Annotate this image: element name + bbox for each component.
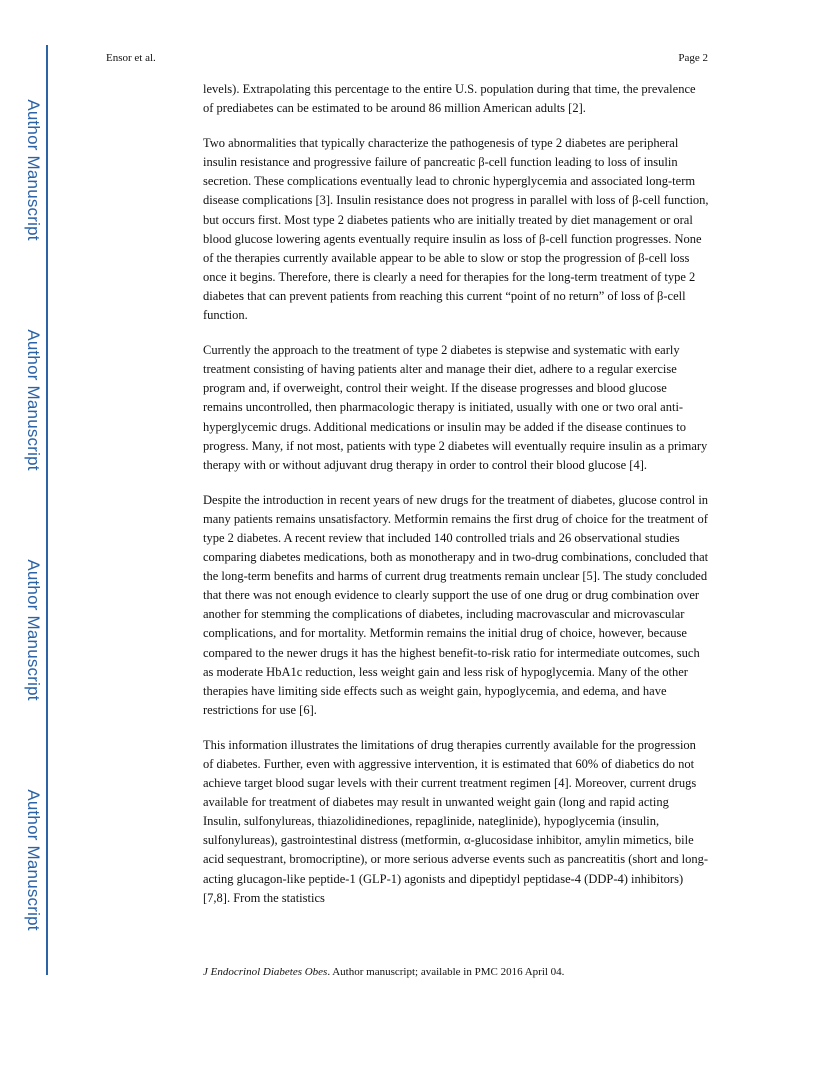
page-number: Page 2 (678, 52, 708, 64)
margin-divider-line (46, 45, 48, 975)
author-manuscript-margin: Author Manuscript Author Manuscript Author Manuscript Author Manuscript (0, 45, 50, 975)
paragraph: levels). Extrapolating this percentage to the entire U.S. population during that time, the prevalence of prediabetes can be estimated to be around 86 million American adults [2]. (203, 82, 696, 116)
paragraph: This information illustrates the limitations of drug therapies currently available for the progression of diabetes. Further, even with aggressive intervention, it is estimated that 60% of diabetics do not achieve target blood sugar levels with their current treatment regimen [4]. Moreover, current drugs available for treatment of diabetes may result in unwanted weight gain (long and rapid acting Insulin, sulfonylureas, thiazolidinediones, repaglinide, nateglinide), hypoglycemia (insulin, sulfonylureas), gastrointestinal distress (metformin, α-glucosidase inhibitor, amylin mimetics, bile acid sequestrant, bromocriptine), or more serious adverse events such as pancreatitis (short and long-acting glucagon-like peptide-1 (GLP-1) agonists and dipeptidyl peptidase-4 (DDP-4) inhibitors) [7,8]. From the statistics (203, 737, 709, 905)
page-footer (203, 966, 564, 978)
paragraph: Currently the approach to the treatment of type 2 diabetes is stepwise and systematic with early treatment consisting of having patients alter and manage their diet, adhere to a regular exercise program and, if overweight, control their weight. If the disease progresses and blood glucose remains uncontrolled, then pharmacologic therapy is initiated, usually with one or two oral anti-hyperglycemic drugs. Additional medications or insulin may be added if the disease continues to progress. Many, if not most, patients with type 2 diabetes will eventually require insulin as a primary therapy with or without adjuvant drug therapy in order to control their blood glucose [4]. (203, 343, 708, 472)
paragraph: Despite the introduction in recent years of new drugs for the treatment of diabetes, glucose control in many patients remains unsatisfactory. Metformin remains the first drug of choice for the treatment of type 2 diabetes. A recent review that included 140 controlled trials and 26 observational studies comparing diabetes medications, both as monotherapy and in two-drug combinations, concluded that the long-term benefits and harms of current drug treatments remain unclear [5]. The study concluded that there was not enough evidence to clearly support the use of one drug or drug combination over another for stemming the complications of diabetes, including macrovascular and microvascular complications, and for mortality. Metformin remains the initial drug of choice, however, because compared to the newer drugs it has the highest benefit-to-risk ratio for intermediate outcomes, such as moderate HbA1c reduction, less weight gain and less risk of hypoglycemia. Many of the other therapies have limiting side effects such as weight gain, hypoglycemia, and edema, and have restrictions for use [6]. (203, 492, 709, 717)
running-head-author: Ensor et al. (106, 52, 156, 64)
paragraph: Two abnormalities that typically characterize the pathogenesis of type 2 diabetes are peripheral insulin resistance and progressive failure of pancreatic β-cell function leading to loss of insulin secretion. These complications eventually lead to chronic hyperglycemia and associated long-term disease complications [3]. Insulin resistance does not progress in parallel with loss of β-cell function, but occurs first. Most type 2 diabetes patients who are initially treated by diet management or oral blood glucose lowering agents eventually require insulin as loss of β-cell function progresses. None of the therapies currently available appear to be able to slow or stop the progression of β-cell loss once it begins. Therefore, there is clearly a need for therapies for the long-term treatment of type 2 diabetes that can prevent patients from reaching this current “point of no return” of loss of β-cell function. (203, 136, 709, 323)
article-body (203, 80, 709, 924)
footer-journal-title: J Endocrinol Diabetes Obes (203, 966, 328, 978)
footer-availability-note: . Author manuscript; available in PMC 2016 April 04. (327, 966, 565, 978)
